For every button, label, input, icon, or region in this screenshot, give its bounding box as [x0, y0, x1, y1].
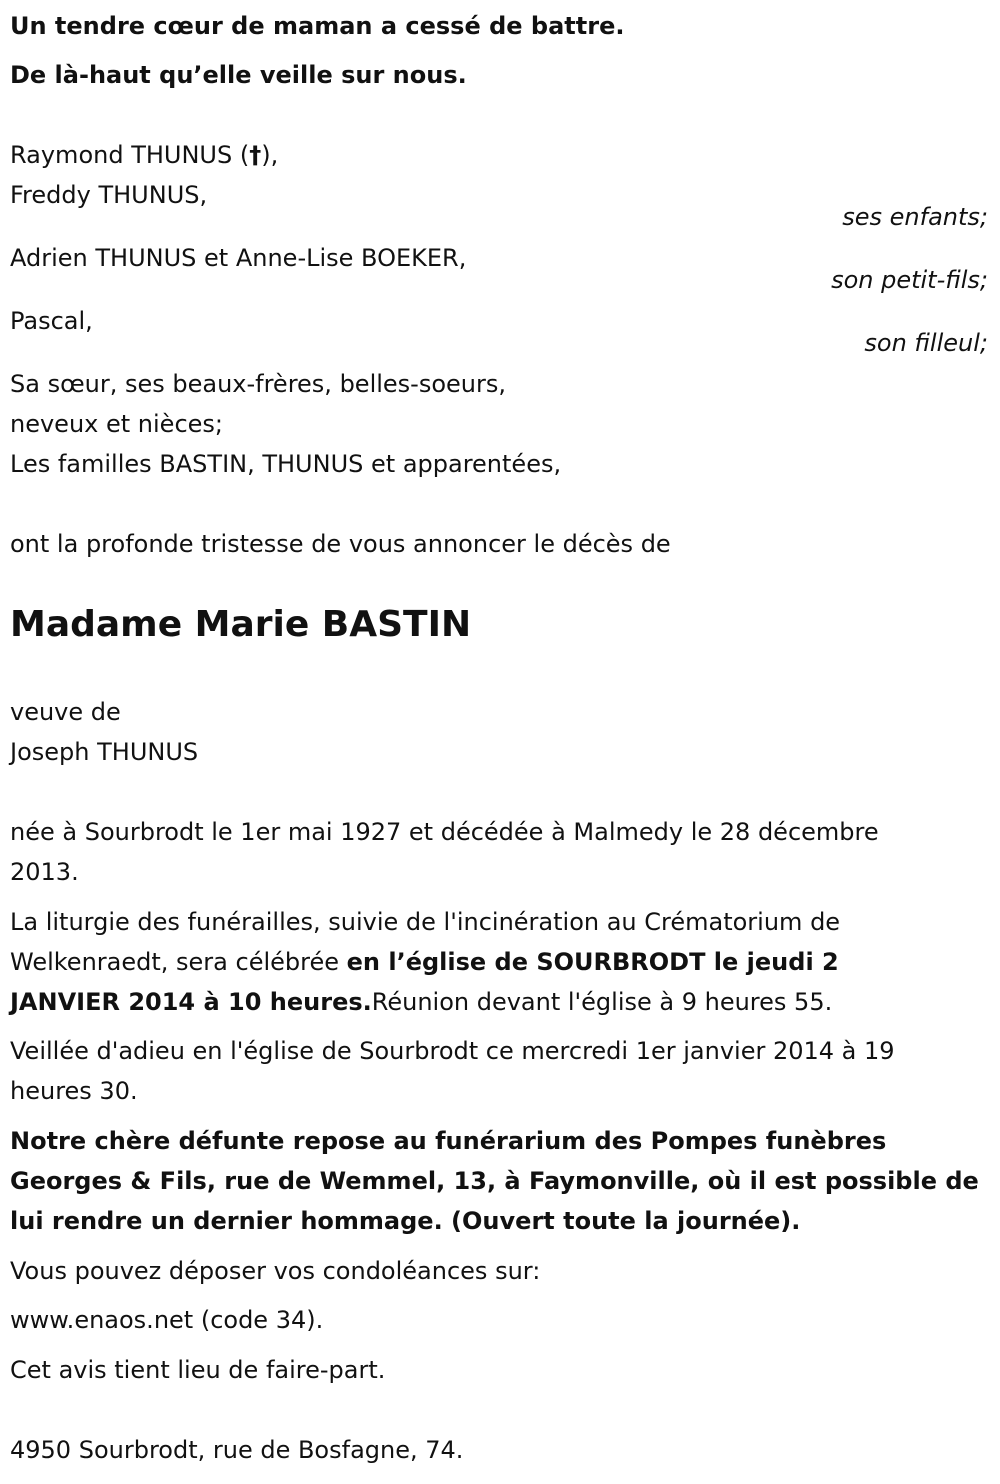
godson: Pascal,: [10, 307, 93, 335]
child-1: Raymond THUNUS (†),: [10, 141, 279, 169]
liturgy-line-3: JANVIER 2014 à 10 heures.Réunion devant l'église à 9 heures 55.: [10, 988, 833, 1016]
condolences-website: www.enaos.net (code 34).: [10, 1306, 324, 1334]
grandson-role: son petit-fils;: [831, 266, 988, 294]
rest-line-2: Georges & Fils, rue de Wemmel, 13, à Faymonville, où il est possible de: [10, 1167, 979, 1195]
intro-line-1: Un tendre cœur de maman a cessé de battre.: [10, 12, 625, 40]
other-family-3: Les familles BASTIN, THUNUS et apparentées,: [10, 450, 562, 478]
grandson: Adrien THUNUS et Anne-Lise BOEKER,: [10, 244, 467, 272]
notice-text: Cet avis tient lieu de faire-part.: [10, 1356, 386, 1384]
intro-line-2: De là-haut qu’elle veille sur nous.: [10, 61, 467, 89]
rest-line-3: lui rendre un dernier hommage. (Ouvert toute la journée).: [10, 1207, 801, 1235]
deceased-name: Madame Marie BASTIN: [10, 604, 472, 645]
other-family-2: neveux et nièces;: [10, 410, 223, 438]
godson-role: son filleul;: [864, 329, 988, 357]
vigil-line-1: Veillée d'adieu en l'église de Sourbrodt ce mercredi 1er janvier 2014 à 19: [10, 1037, 895, 1065]
birth-death-line-1: née à Sourbrodt le 1er mai 1927 et décédée à Malmedy le 28 décembre: [10, 818, 879, 846]
spouse-name: Joseph THUNUS: [10, 738, 199, 766]
condolences-text: Vous pouvez déposer vos condoléances sur:: [10, 1257, 541, 1285]
liturgy-line-2: Welkenraedt, sera célébrée en l’église de SOURBRODT le jeudi 2: [10, 948, 839, 976]
children-role: ses enfants;: [842, 203, 988, 231]
widow-label: veuve de: [10, 698, 121, 726]
birth-death-line-2: 2013.: [10, 858, 79, 886]
child-2: Freddy THUNUS,: [10, 181, 208, 209]
liturgy-line-1: La liturgie des funérailles, suivie de l'incinération au Crématorium de: [10, 908, 841, 936]
announcement: ont la profonde tristesse de vous annoncer le décès de: [10, 530, 671, 558]
address: 4950 Sourbrodt, rue de Bosfagne, 74.: [10, 1436, 464, 1464]
rest-line-1: Notre chère défunte repose au funérarium des Pompes funèbres: [10, 1127, 887, 1155]
cross-icon: †: [249, 141, 262, 169]
vigil-line-2: heures 30.: [10, 1077, 138, 1105]
other-family-1: Sa sœur, ses beaux-frères, belles-soeurs,: [10, 370, 506, 398]
